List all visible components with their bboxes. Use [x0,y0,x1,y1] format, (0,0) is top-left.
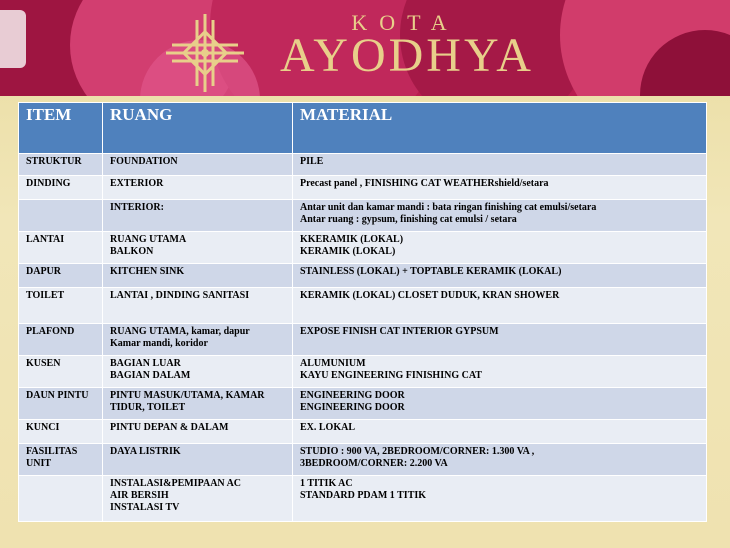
table-row [19,420,707,444]
cell-text: Kamar mandi, koridor [110,338,208,349]
cell-item [19,356,103,388]
table-body [19,154,707,522]
cell-text: EXTERIOR [110,178,164,189]
cell-ruang [103,154,293,176]
cell-item [19,388,103,420]
cell-text: INTERIOR: [110,202,164,213]
cell-text: ENGINEERING DOOR [300,402,405,413]
cell-material [293,420,707,444]
cell-item [19,154,103,176]
brand-subtitle: KOTA [351,10,459,35]
cell-text: TIDUR, TOILET [110,402,186,413]
table-row [19,232,707,264]
cell-text: STANDARD PDAM 1 TITIK [300,490,427,501]
cell-text: EXPOSE FINISH CAT INTERIOR GYPSUM [300,326,499,337]
cell-material [293,264,707,288]
cell-ruang [103,200,293,232]
cell-ruang [103,388,293,420]
column-header-item: ITEM [19,103,103,154]
cell-text: ENGINEERING DOOR [300,390,405,401]
cell-material [293,288,707,324]
table-row [19,388,707,420]
cell-item [19,200,103,232]
cell-text: STUDIO : 900 VA, 2BEDROOM/CORNER: 1.300 VA , [300,446,535,457]
table-row [19,324,707,356]
table-row [19,288,707,324]
cell-text: LANTAI , DINDING SANITASI [110,290,250,301]
cell-text: PLAFOND [26,326,75,337]
cell-text: RUANG UTAMA, kamar, dapur [110,326,250,337]
cell-text: 3BEDROOM/CORNER: 2.200 VA [300,458,448,469]
table-row [19,356,707,388]
cell-text: KERAMIK (LOKAL) CLOSET DUDUK, KRAN SHOWER [300,290,560,301]
table-row [19,444,707,476]
cell-text: Antar ruang : gypsum, finishing cat emulsi / setara [300,214,517,225]
cell-text: KKERAMIK (LOKAL) [300,234,404,245]
cell-text: STAINLESS (LOKAL) + TOPTABLE KERAMIK (LOKAL) [300,266,562,277]
cell-text: KERAMIK (LOKAL) [300,246,396,257]
cell-material [293,476,707,522]
cell-text: BALKON [110,246,154,257]
cell-text: FASILITAS [26,446,78,457]
cell-item [19,288,103,324]
cell-ruang [103,232,293,264]
table-row [19,264,707,288]
column-header-ruang: RUANG [103,103,293,154]
cell-text: PINTU DEPAN & DALAM [110,422,229,433]
cell-text: Antar unit dan kamar mandi : bata ringan finishing cat emulsi/setara [300,202,597,213]
cell-item [19,232,103,264]
cell-text: UNIT [26,458,52,469]
cell-text: 1 TITIK AC [300,478,353,489]
table-row [19,176,707,200]
header-banner [0,0,730,96]
cell-text: DAPUR [26,266,61,277]
cell-text: BAGIAN DALAM [110,370,191,381]
cell-text: KUNCI [26,422,60,433]
cell-ruang [103,444,293,476]
cell-text: FOUNDATION [110,156,178,167]
cell-material [293,324,707,356]
cell-text: INSTALASI TV [110,502,180,513]
cell-item [19,420,103,444]
cell-text: KAYU ENGINEERING FINISHING CAT [300,370,482,381]
cell-text: AIR BERSIH [110,490,169,501]
cell-text: KUSEN [26,358,61,369]
cell-material [293,444,707,476]
cell-text: LANTAI [26,234,65,245]
cell-text: Precast panel , FINISHING CAT WEATHERshield/setara [300,178,549,189]
cell-material [293,388,707,420]
cell-ruang [103,420,293,444]
cell-text: PILE [300,156,324,167]
cell-material [293,154,707,176]
specification-table [18,102,707,522]
cell-material [293,356,707,388]
column-header-material: MATERIAL [293,103,707,154]
table-row [19,200,707,232]
cell-text: DAUN PINTU [26,390,89,401]
cell-material [293,232,707,264]
cell-text: BAGIAN LUAR [110,358,181,369]
cell-text: STRUKTUR [26,156,82,167]
cell-text: KITCHEN SINK [110,266,185,277]
cell-text: DAYA LISTRIK [110,446,181,457]
brand-title: AYODHYA [280,29,534,82]
cell-item [19,264,103,288]
cell-ruang [103,288,293,324]
cell-material [293,176,707,200]
cell-item [19,476,103,522]
cell-text: RUANG UTAMA [110,234,187,245]
cell-item [19,324,103,356]
cell-text: DINDING [26,178,71,189]
table-row [19,154,707,176]
table-row [19,476,707,522]
cell-text: PINTU MASUK/UTAMA, KAMAR [110,390,265,401]
ornamental-knot-icon [162,10,248,96]
cell-text: ALUMUNIUM [300,358,366,369]
cell-text: EX. LOKAL [300,422,356,433]
cell-ruang [103,176,293,200]
cell-item [19,176,103,200]
cell-item [19,444,103,476]
cell-text: TOILET [26,290,65,301]
table-header-row [19,103,707,154]
cell-ruang [103,476,293,522]
cell-ruang [103,264,293,288]
cell-ruang [103,356,293,388]
cell-material [293,200,707,232]
cell-ruang [103,324,293,356]
cell-text: INSTALASI&PEMIPAAN AC [110,478,242,489]
page-tab [0,10,26,68]
